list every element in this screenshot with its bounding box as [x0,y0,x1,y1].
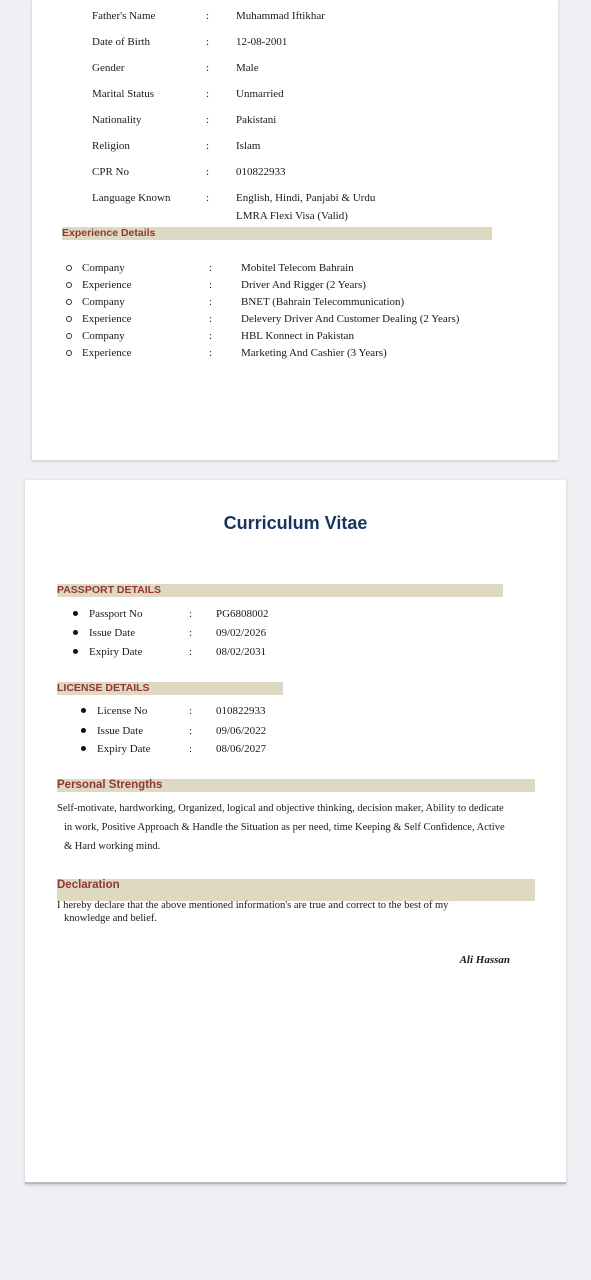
separator: : [209,296,213,308]
separator: : [206,88,210,100]
strengths-heading-bar [57,779,535,792]
passport-heading: PASSPORT DETAILS [57,584,162,596]
personal-value: 12-08-2001 [236,36,288,48]
passport-label: Issue Date [89,627,136,639]
passport-label: Expiry Date [89,646,143,658]
dot-bullet-icon [81,746,86,751]
circle-bullet-icon [66,299,72,305]
strengths-line: & Hard working mind. [64,841,161,852]
dot-bullet-icon [73,630,78,635]
separator: : [189,705,193,717]
declaration-heading: Declaration [57,879,120,891]
passport-value: PG6808002 [216,608,269,620]
separator: : [189,627,193,639]
separator: : [189,646,193,658]
personal-value: Unmarried [236,88,284,100]
separator: : [206,192,210,204]
separator: : [206,62,210,74]
personal-value: Pakistani [236,114,277,126]
passport-label: Passport No [89,608,143,620]
separator: : [206,10,210,22]
separator: : [189,608,193,620]
declaration-heading-bar [57,879,535,901]
separator: : [209,347,213,359]
dot-bullet-icon [73,611,78,616]
separator: : [209,330,213,342]
separator: : [206,140,210,152]
declaration-line: knowledge and belief. [64,913,158,924]
passport-value: 08/02/2031 [216,646,267,658]
signature: Ali Hassan [459,954,510,966]
license-label: Expiry Date [97,743,151,755]
personal-label: Gender [92,62,125,74]
declaration-line: I hereby declare that the above mentioned information's are true and correct to the best of my [57,900,449,911]
dot-bullet-icon [81,708,86,713]
license-value: 09/06/2022 [216,725,267,737]
dot-bullet-icon [73,649,78,654]
dot-bullet-icon [81,728,86,733]
personal-value: 010822933 [236,166,286,178]
license-value: 010822933 [216,705,266,717]
license-value: 08/06/2027 [216,743,267,755]
experience-value: Marketing And Cashier (3 Years) [241,347,387,359]
page-title: Curriculum Vitae [223,513,368,533]
separator: : [189,743,193,755]
separator: : [209,262,213,274]
personal-label: Father's Name [92,10,156,22]
separator: : [189,725,193,737]
experience-label: Company [82,296,125,308]
experience-value: HBL Konnect in Pakistan [241,330,354,342]
circle-bullet-icon [66,265,72,271]
personal-label: CPR No [92,166,129,178]
circle-bullet-icon [66,350,72,356]
circle-bullet-icon [66,333,72,339]
experience-value: Driver And Rigger (2 Years) [241,279,366,291]
license-label: Issue Date [97,725,144,737]
experience-heading-bar [62,227,492,240]
cv-page-1 [32,0,558,460]
strengths-heading: Personal Strengths [57,779,163,791]
personal-label: Religion [92,140,130,152]
personal-label: Date of Birth [92,36,151,48]
visa-text: LMRA Flexi Visa (Valid) [236,210,348,222]
experience-value: BNET (Bahrain Telecommunication) [241,296,405,308]
personal-label: Language Known [92,192,171,204]
personal-value: English, Hindi, Panjabi & Urdu [236,192,376,204]
experience-label: Experience [82,347,132,359]
experience-label: Experience [82,279,132,291]
passport-value: 09/02/2026 [216,627,267,639]
personal-value: Muhammad Iftikhar [236,10,325,22]
circle-bullet-icon [66,316,72,322]
strengths-line: in work, Positive Approach & Handle the Situation as per need, time Keeping & Self Confidence, Active [64,822,505,833]
personal-value: Male [236,62,259,74]
experience-label: Company [82,262,125,274]
personal-label: Nationality [92,114,142,126]
separator: : [209,279,213,291]
experience-heading: Experience Details [62,227,156,239]
personal-value: Islam [236,140,261,152]
separator: : [206,166,210,178]
personal-label: Marital Status [92,88,155,100]
experience-value: Mobitel Telecom Bahrain [241,262,354,274]
passport-heading-bar [57,584,503,597]
separator: : [206,36,210,48]
experience-value: Delevery Driver And Customer Dealing (2 Years) [241,313,460,325]
experience-label: Experience [82,313,132,325]
separator: : [206,114,210,126]
license-label: License No [97,705,148,717]
cv-page-2 [25,480,566,1184]
experience-label: Company [82,330,125,342]
strengths-line: Self-motivate, hardworking, Organized, logical and objective thinking, decision maker, Ability to dedicate [57,803,504,814]
separator: : [209,313,213,325]
license-heading: LICENSE DETAILS [57,682,150,694]
license-heading-bar [57,682,283,695]
circle-bullet-icon [66,282,72,288]
